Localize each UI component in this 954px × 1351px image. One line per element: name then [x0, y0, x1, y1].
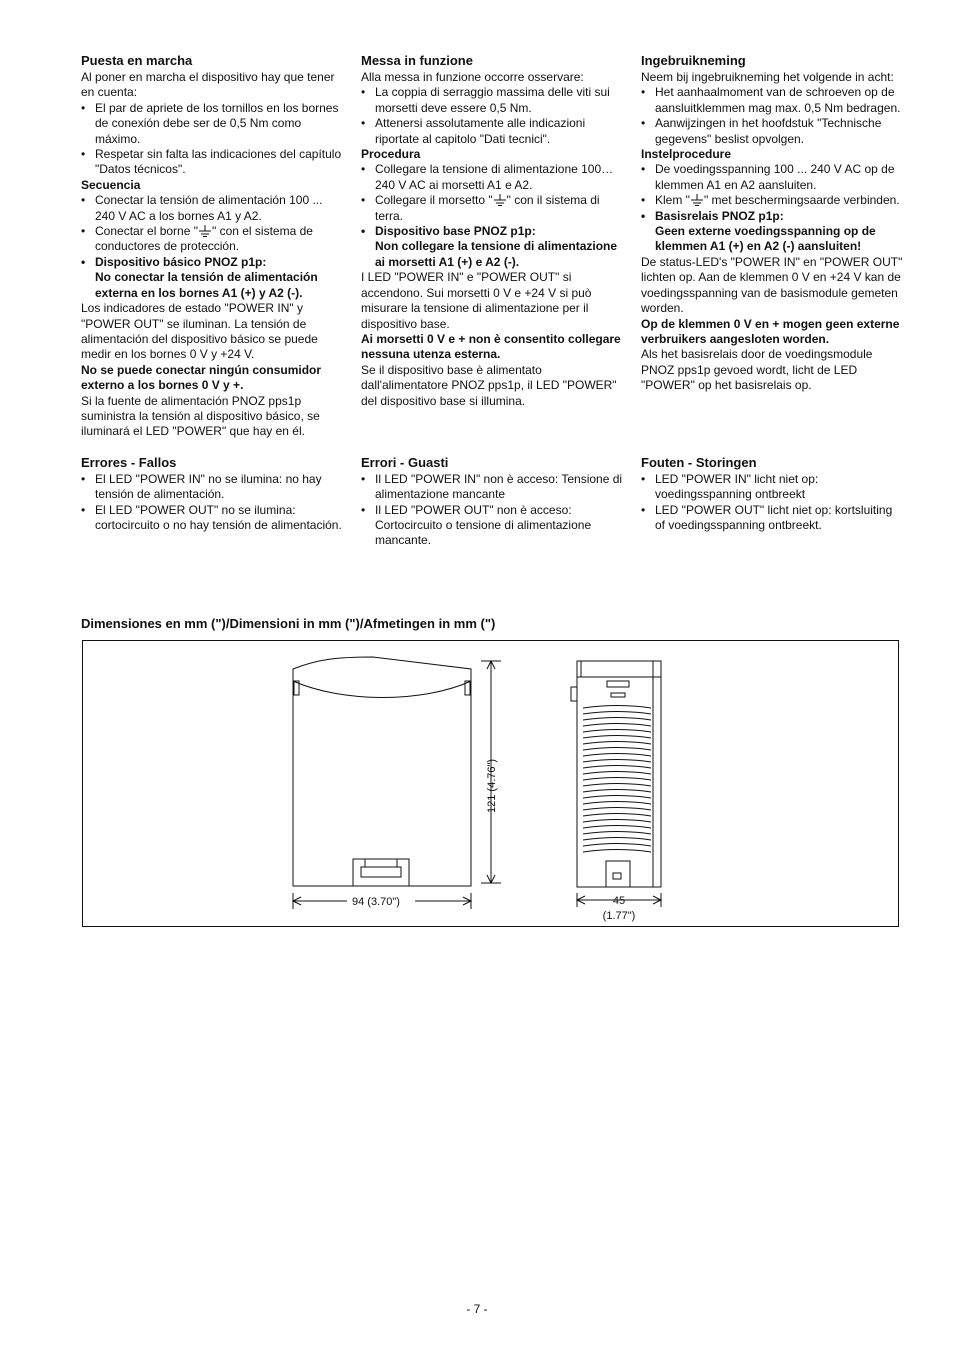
vent-slot: [583, 706, 651, 709]
vent-slot: [583, 802, 651, 805]
warning-paragraph: Op de klemmen 0 V en + mogen geen externe verbruikers aangesloten worden.: [641, 316, 900, 346]
fault-item: • Il LED "POWER OUT" non è acceso: Cortocircuito o tensione di alimentazione mancante.: [361, 503, 623, 549]
startup-note: • El par de apriete de los tornillos en los bornes de conexión debe ser de 0,5 Nm como máximo.: [81, 101, 343, 147]
startup-intro: Neem bij ingebruikneming het volgende in acht:: [641, 70, 894, 84]
power-paragraph: Als het basisrelais door de voedingsmodule PNOZ pps1p gevoed wordt, licht de LED "POWER" op het basisrelais op.: [641, 347, 873, 393]
startup-note: • Attenersi assolutamente alle indicazioni riportate al capitolo "Dati tecnici".: [361, 116, 623, 147]
vent-slot: [583, 730, 651, 733]
faults-title: Errori - Guasti: [361, 454, 449, 470]
faults-list: [81, 472, 343, 534]
vent-slot: [583, 838, 651, 841]
vent-slot: [583, 724, 651, 727]
vent-slot: [583, 772, 651, 775]
width-dimension-label: 94 (3.70"): [352, 896, 400, 908]
vent-slot: [583, 754, 651, 757]
faults-title: Fouten - Storingen: [641, 454, 757, 470]
front-view-din-slot: [361, 867, 401, 877]
depth-dimension-label-inch: (1.77"): [602, 910, 636, 922]
vent-slot: [583, 826, 651, 829]
ground-icon: [493, 193, 507, 207]
procedure-step-text: Collegare il morsetto ": [375, 193, 493, 208]
warning-paragraph: Ai morsetti 0 V e + non è consentito collegare nessuna utenza esterna.: [361, 331, 621, 362]
fault-item: • El LED "POWER IN" no se ilumina: no hay tensión de alimentación.: [81, 472, 343, 503]
startup-note: • Het aanhaalmoment van de schroeven op de aansluitklemmen mag max. 0,5 Nm bedragen.: [641, 85, 903, 116]
startup-note: • Respetar sin falta las indicaciones del capítulo "Datos técnicos".: [81, 147, 343, 178]
procedure-step: [361, 193, 623, 224]
startup-intro: Alla messa in funzione occorre osservare:: [361, 70, 584, 84]
vent-slot: [583, 820, 651, 823]
procedure-step: [361, 224, 623, 270]
faults-list: [641, 472, 903, 534]
vent-slot: [583, 712, 651, 715]
procedure-step: • Conectar la tensión de alimentación 100 ... 240 V AC a los bornes A1 y A2.: [81, 193, 343, 224]
fault-item: • LED "POWER OUT" licht niet op: kortsluiting of voedingsspanning ontbreekt.: [641, 503, 903, 534]
section-spacer: [641, 394, 903, 455]
vent-slot: [583, 796, 651, 799]
front-view-outline: [293, 657, 471, 886]
procedure-steps: [641, 162, 903, 254]
procedure-step-text: " con il sistema di terra.: [375, 193, 600, 223]
step-warning: Non collegare la tensione di alimentazione ai morsetti A1 (+) e A2 (-).: [375, 239, 618, 269]
procedure-step: • Collegare la tensione di alimentazione 100… 240 V AC ai morsetti A1 e A2.: [361, 162, 623, 193]
startup-note: • La coppia di serraggio massima delle viti sui morsetti deve essere 0,5 Nm.: [361, 85, 623, 116]
warning-paragraph: No se puede conectar ningún consumidor externo a los bornes 0 V y +.: [81, 362, 322, 393]
vent-slot: [583, 790, 651, 793]
vent-slot: [583, 766, 651, 769]
procedure-step: [81, 224, 343, 255]
procedure-step: [641, 209, 903, 255]
dimensions-title: Dimensiones en mm (")/Dimensioni in mm (")/Afmetingen in mm ("): [81, 616, 496, 631]
procedure-step-text: Klem ": [655, 193, 690, 208]
procedure-step: [81, 255, 343, 301]
status-paragraph: Los indicadores de estado "POWER IN" y "POWER OUT" se iluminan. La tensión de alimentación del dispositivo básico se puede medir en los bornes 0 V y +24 V.: [81, 301, 318, 362]
startup-notes: [81, 101, 343, 178]
startup-title: Ingebruikneming: [641, 53, 746, 68]
height-dimension-label: 121 (4.76"): [486, 758, 498, 813]
vent-slot: [583, 808, 651, 811]
vent-slot: [583, 778, 651, 781]
column-it: [361, 53, 623, 549]
side-view-vent-slots: [583, 706, 651, 853]
vent-slot: [583, 718, 651, 721]
power-paragraph: Se il dispositivo base è alimentato dall'alimentatore PNOZ pps1p, il LED "POWER" del dispositivo base si illumina.: [361, 362, 617, 408]
vent-slot: [583, 814, 651, 817]
fault-item: • Il LED "POWER IN" non è acceso: Tensione di alimentazione mancante: [361, 472, 623, 503]
startup-title: Messa in funzione: [361, 53, 473, 68]
procedure-steps: [361, 162, 623, 270]
step-title: • Basisrelais PNOZ p1p:: [655, 208, 784, 223]
vent-slot: [583, 784, 651, 787]
procedure-title: Secuencia: [81, 177, 141, 192]
procedure-step: • De voedingsspanning 100 ... 240 V AC op de klemmen A1 en A2 aansluiten.: [641, 162, 903, 193]
dimension-drawing-frame: [82, 640, 899, 927]
vent-slot: [583, 832, 651, 835]
vent-slot: [583, 736, 651, 739]
status-paragraph: De status-LED's "POWER IN" en "POWER OUT" lichten op. Aan de klemmen 0 V en +24 V kan de voedingsspanning van de basismodule gemeten worden.: [641, 254, 903, 316]
column-es: [81, 53, 343, 533]
power-paragraph: Si la fuente de alimentación PNOZ pps1p suministra la tensión al dispositivo básico, se iluminará el LED "POWER" que hay en él.: [81, 393, 320, 439]
side-view-din-clip: [606, 861, 630, 887]
column-nl: [641, 53, 903, 533]
vent-slot: [583, 850, 651, 853]
procedure-title: Instelprocedure: [641, 147, 732, 162]
startup-notes: [641, 85, 903, 147]
faults-title: Errores - Fallos: [81, 454, 177, 470]
ground-icon: [198, 224, 212, 238]
startup-title: Puesta en marcha: [81, 53, 193, 68]
step-warning: No conectar la tensión de alimentación externa en los bornes A1 (+) y A2 (-).: [95, 270, 318, 300]
faults-list: [361, 472, 623, 549]
vent-slot: [583, 760, 651, 763]
side-view-latch: [571, 687, 577, 701]
procedure-steps: [81, 193, 343, 301]
step-title: • Dispositivo base PNOZ p1p:: [375, 224, 536, 239]
step-warning: Geen externe voedingsspanning op de klemmen A1 (+) en A2 (-) aansluiten!: [655, 224, 876, 254]
procedure-step-text: " con el sistema de conductores de protección.: [95, 224, 313, 254]
section-spacer: [361, 409, 623, 455]
vent-slot: [583, 844, 651, 847]
procedure-title: Procedura: [361, 147, 421, 162]
vent-slot: [583, 748, 651, 751]
dimension-drawing: [83, 641, 900, 928]
procedure-step-text: Conectar el borne ": [95, 224, 198, 239]
section-spacer: [81, 440, 343, 455]
step-title: • Dispositivo básico PNOZ p1p:: [95, 254, 267, 269]
fault-item: • El LED "POWER OUT" no se ilumina: cortocircuito o no hay tensión de alimentación.: [81, 503, 343, 534]
front-view-lid-curve: [293, 681, 471, 698]
depth-dimension-label: 45: [612, 895, 626, 907]
startup-note: • Aanwijzingen in het hoofdstuk "Technische gegevens" beslist opvolgen.: [641, 116, 903, 147]
procedure-step: [641, 193, 903, 208]
vent-slot: [583, 742, 651, 745]
fault-item: • LED "POWER IN" licht niet op: voedingsspanning ontbreekt: [641, 472, 903, 503]
startup-notes: [361, 85, 623, 147]
ground-icon: [690, 193, 704, 207]
page-number: - 7 -: [466, 1302, 488, 1316]
status-paragraph: I LED "POWER IN" e "POWER OUT" si accendono. Sui morsetti 0 V e +24 V si può misurare la tensione di alimentazione per il dispositivo base.: [361, 270, 592, 331]
procedure-step-text: " met beschermingsaarde verbinden.: [703, 193, 900, 208]
startup-intro: Al poner en marcha el dispositivo hay que tener en cuenta:: [81, 70, 335, 100]
